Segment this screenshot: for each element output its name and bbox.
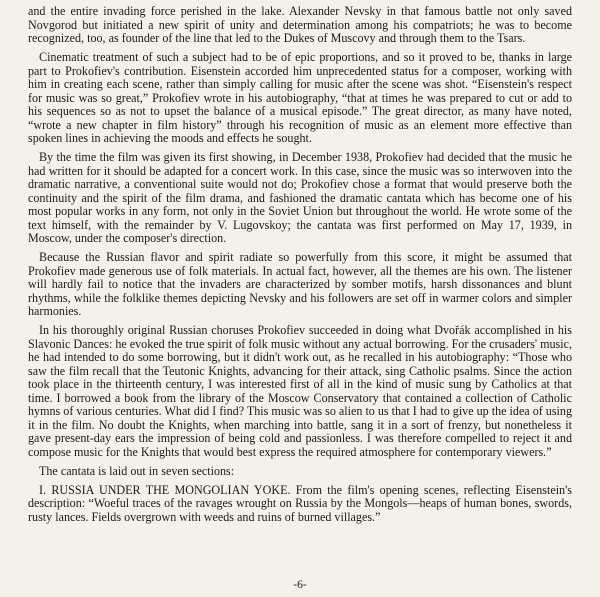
paragraph-section-one: I. RUSSIA UNDER THE MONGOLIAN YOKE. From the film's opening scenes, reflecting Eisenstein's description: “Woeful traces of the ravages wrought on Russia by the Mongols—heaps of human bones, swords, rusty lances. Fields overgrown with weeds and ruins of burned villages.” <box>28 482 572 524</box>
paragraph-cinematic-treatment: Cinematic treatment of such a subject had to be of epic proportions, and so it proved to be, thanks in large part to Prokofiev's contribution. Eisenstein accorded him unprecedented status for a composer, working with him in creating each scene, rather than simply calling for music after the scene was shot. “Eisenstein's respect for music was so great,” Prokofiev wrote in his autobiography, “that at times he was prepared to cut or add to his sequences so as not to upset the balance of a musical episode.” The great director, as many have noted, “wrote a new chapter in film history” through his recognition of music as an element more effective than spoken lines in achieving the moods and effects he sought. <box>28 50 572 145</box>
paragraph-original-choruses: In his thoroughly original Russian choruses Prokofiev succeeded in doing what Dvořák accomplished in his Slavonic Dances: he evoked the true spirit of folk music without any actual borrowing. For the crusaders' music, he had intended to do some borrowing, but it didn't work out, as he recalled in his autobiography: “Those who saw the film recall that the Teutonic Knights, advancing for their attack, sing Catholic psalms. Since the action took place in the thirteenth century, I was interested first of all in the kind of music sung by Catholics at that time. I borrowed a book from the library of the Moscow Conservatory that contained a collection of Catholic hymns of various centuries. What did I find? This music was so alien to us that I had to give up the idea of using it in the film. No doubt the Knights, when marching into battle, sang it in a sort of frenzy, but nonetheless it gave present-day ears the impression of being cold and passionless. I was therefore compelled to reject it and compose music for the Knights that would best express the required atmosphere for contemporary viewers.” <box>28 323 573 459</box>
paragraph-seven-sections: The cantata is laid out in seven sections: <box>39 463 235 478</box>
paragraph-nevsky-battle: and the entire invading force perished in the lake. Alexander Nevsky in that famous battle not only saved Novgorod but initiated a new spirit of unity and determination among his compatriots; he was to become recognized, too, as founder of the line that led to the Dukes of Muscovy and through them to the Tsars. <box>28 4 572 45</box>
paragraph-first-showing: By the time the film was given its first showing, in December 1938, Prokofiev had decided that the music he had written for it should be adapted for a concert work. In this case, since the music was so interwoven into the dramatic narrative, a conventional suite would not do; Prokofiev chose a format that would preserve both the continuity and the spirit of the film drama, and fashioned the dramatic cantata which has become one of his most popular works in any form, not only in the Soviet Union but throughout the world. He wrote some of the text himself, with the remainder by V. Lugovskoy; the cantata was first performed on May 17, 1939, in Moscow, under the composer's direction. <box>28 150 572 245</box>
paragraph-russian-flavor: Because the Russian flavor and spirit radiate so powerfully from this score, it might be assumed that Prokofiev made generous use of folk materials. In actual fact, however, all the themes are his own. The listener will hardly fail to notice that the invaders are characterized by somber motifs, harsh dissonances and blunt rhythms, while the folklike themes depicting Nevsky and his followers are set off in warmer colors and simpler harmonies. <box>28 250 572 318</box>
page-number: -6- <box>293 579 307 591</box>
